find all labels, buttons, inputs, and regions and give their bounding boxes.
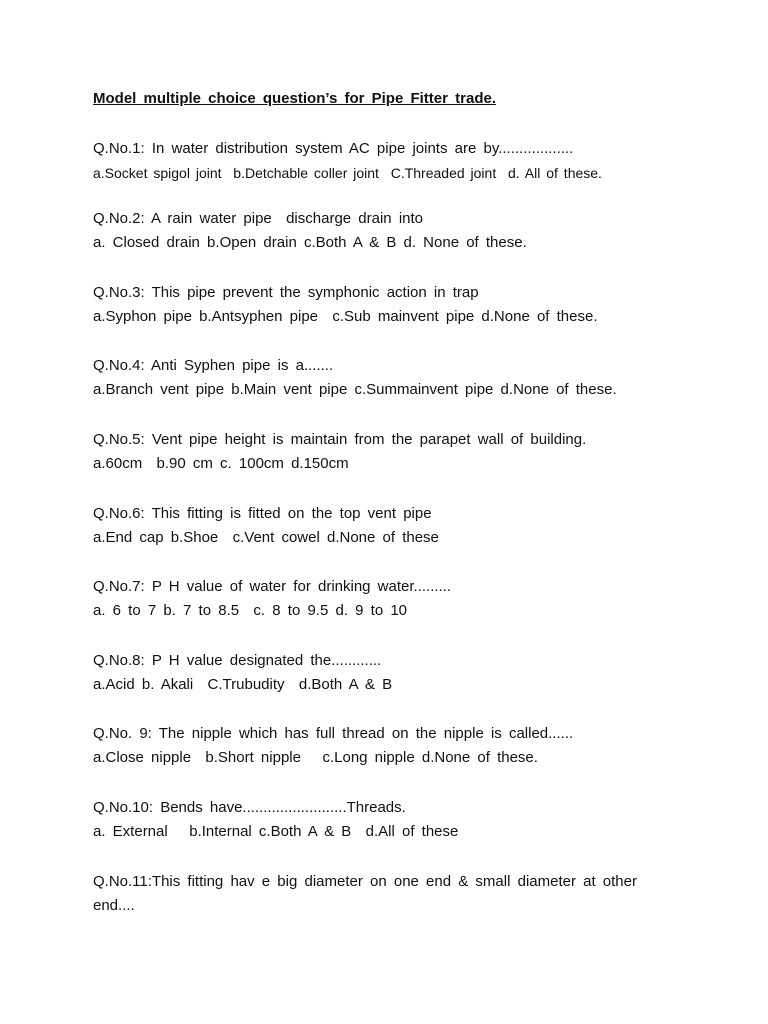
question-block-10 — [93, 796, 693, 844]
question-options: a.60cm b.90 cm c. 100cm d.150cm — [93, 455, 349, 472]
question-text: Q.No.7: P H value of water for drinking water......... — [93, 578, 452, 595]
question-block-9 — [93, 722, 693, 770]
question-text: Q.No.8: P H value designated the............ — [93, 652, 382, 669]
question-block-5 — [93, 428, 693, 476]
question-options: a.Syphon pipe b.Antsyphen pipe c.Sub mainvent pipe d.None of these. — [93, 308, 598, 325]
question-text: Q.No.2: A rain water pipe discharge drain into — [93, 210, 424, 227]
question-options: a.Close nipple b.Short nipple c.Long nipple d.None of these. — [93, 749, 538, 766]
question-text: Q.No.5: Vent pipe height is maintain from the parapet wall of building. — [93, 431, 587, 448]
question-block-1 — [93, 137, 693, 185]
question-block-6 — [93, 502, 693, 550]
question-block-4 — [93, 354, 693, 402]
question-block-8 — [93, 649, 693, 697]
question-text: Q.No.1: In water distribution system AC pipe joints are by.................. — [93, 140, 574, 157]
question-options: a. External b.Internal c.Both A & B d.All of these — [93, 823, 459, 840]
question-text: Q.No. 9: The nipple which has full thread on the nipple is called...... — [93, 725, 574, 742]
question-text: Q.No.6: This fitting is fitted on the top vent pipe — [93, 505, 432, 522]
question-block-3 — [93, 281, 693, 329]
question-options: a. 6 to 7 b. 7 to 8.5 c. 8 to 9.5 d. 9 to 10 — [93, 602, 408, 619]
question-options: a.Acid b. Akali C.Trubudity d.Both A & B — [93, 676, 393, 693]
question-text: Q.No.4: Anti Syphen pipe is a....... — [93, 357, 334, 374]
question-options: a.End cap b.Shoe c.Vent cowel d.None of these — [93, 529, 439, 546]
question-text: Q.No.10: Bends have.........................Threads. — [93, 799, 406, 816]
question-text: Q.No.3: This pipe prevent the symphonic action in trap — [93, 284, 479, 301]
document-title: Model multiple choice question’s for Pipe Fitter trade. — [93, 90, 496, 107]
question-options: a.Socket spigol joint b.Detchable coller joint C.Threaded joint d. All of these. — [93, 165, 602, 181]
question-options: a. Closed drain b.Open drain c.Both A & B d. None of these. — [93, 234, 527, 251]
question-block-2 — [93, 207, 693, 255]
question-text: Q.No.11:This fitting hav e big diameter on one end & small diameter at other end.... — [93, 873, 645, 914]
question-block-7 — [93, 575, 693, 623]
question-options: a.Branch vent pipe b.Main vent pipe c.Summainvent pipe d.None of these. — [93, 381, 617, 398]
question-block-11 — [93, 870, 693, 918]
